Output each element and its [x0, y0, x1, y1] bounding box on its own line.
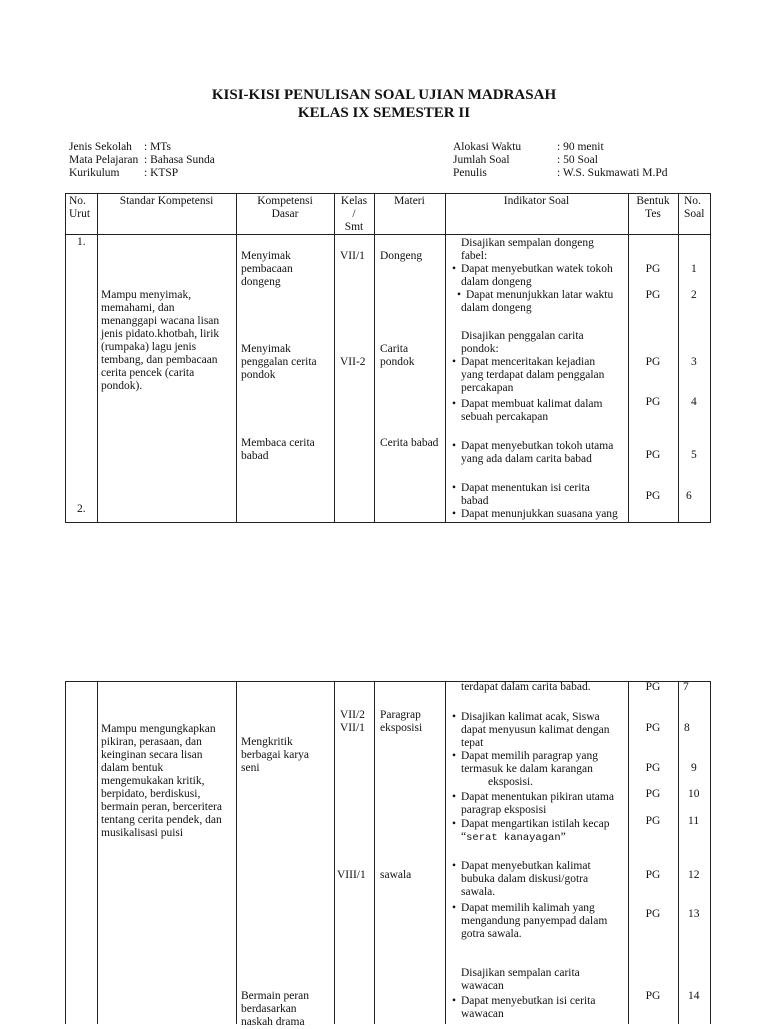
indikator-bullet: • Dapat menyebutkan kalimat	[461, 860, 591, 873]
bentuk-tes-value: PG	[645, 356, 661, 368]
info-label-jenis-sekolah: Jenis Sekolah	[69, 141, 132, 153]
indikator-intro: Disajikan sempalan dongeng	[461, 237, 594, 249]
indikator-bullet: • Dapat mengartikan istilah kecap	[461, 818, 609, 831]
table1-col-divider	[445, 193, 446, 523]
header-indikator-soal: Indikator Soal	[503, 195, 570, 207]
bentuk-tes-value: PG	[645, 815, 661, 827]
kd-line: naskah drama	[241, 1016, 305, 1028]
bentuk-tes-value: PG	[645, 722, 661, 734]
indikator-line: terdapat dalam carita babad.	[461, 681, 591, 693]
info-value-alokasi-waktu: : 90 menit	[557, 141, 604, 153]
table1-border-top	[65, 193, 711, 194]
header-materi: Materi	[394, 195, 425, 207]
indikator-bullet: • Dapat menunjukkan latar waktu	[466, 289, 613, 302]
header-kompetensi-1: Kompetensi	[257, 195, 313, 207]
no-soal-value: 13	[688, 908, 700, 920]
indikator-line: termasuk ke dalam karangan	[461, 763, 593, 775]
indikator-bullet: • Dapat menentukan isi cerita	[461, 482, 590, 495]
sk-line: musikalisasi puisi	[101, 827, 184, 839]
table2-col-divider	[710, 681, 711, 1024]
info-value-mata-pelajaran: : Bahasa Sunda	[144, 154, 215, 166]
indikator-bullet: • Dapat menunjukkan suasana yang	[461, 508, 618, 521]
indikator-line: babad	[461, 495, 489, 507]
sk-line: pikiran, perasaan, dan	[101, 736, 202, 748]
header-no-urut-2: Urut	[69, 208, 91, 220]
no-soal-value: 1	[691, 263, 697, 275]
indikator-line: bubuka dalam diskusi/gotra	[461, 873, 589, 885]
sk-line: pondok).	[101, 380, 143, 392]
bentuk-tes-value: PG	[645, 788, 661, 800]
sk-line: memahami, dan	[101, 302, 175, 314]
sk-line: menanggapi wacana lisan	[101, 315, 220, 327]
info-label-jumlah-soal: Jumlah Soal	[453, 154, 510, 166]
table1-col-divider	[236, 193, 237, 523]
indikator-line: dalam dongeng	[461, 302, 532, 314]
kelas-value: VII-2	[340, 356, 366, 368]
indikator-line: yang ada dalam carita babad	[461, 453, 592, 465]
bentuk-tes-value: PG	[645, 263, 661, 275]
table2-col-divider	[97, 681, 98, 1024]
table2-border-top	[65, 681, 711, 682]
no-soal-value: 5	[691, 449, 697, 461]
kd-line: dongeng	[241, 276, 281, 288]
header-kelas-3: Smt	[344, 221, 364, 233]
kd-line: Menyimak	[241, 250, 291, 262]
no-soal-value: 11	[688, 815, 700, 827]
info-label-alokasi-waktu: Alokasi Waktu	[453, 141, 522, 153]
indikator-intro: pondok:	[461, 343, 499, 355]
kd-line: berbagai karya	[241, 749, 310, 761]
document-subtitle: KELAS IX SEMESTER II	[297, 105, 471, 121]
sk-line: (rumpaka) lagu jenis	[101, 341, 197, 353]
header-no-urut-1: No.	[69, 195, 86, 207]
indikator-bullet: • Dapat menyebutkan isi cerita	[461, 995, 595, 1008]
kd-line: Mengkritik	[241, 736, 293, 748]
no-soal-value: 7	[683, 681, 689, 693]
info-value-jenis-sekolah: : MTs	[144, 141, 171, 153]
sk-line: tembang, dan pembacaan	[101, 354, 218, 366]
table1-col-divider	[65, 193, 66, 523]
indikator-intro: Disajikan penggalan carita	[461, 330, 584, 342]
table1-border-bottom	[65, 522, 711, 523]
sk-line: bermain peran, berceritera	[101, 801, 222, 813]
kd-line: Menyimak	[241, 343, 291, 355]
table1-col-divider	[678, 193, 679, 523]
no-soal-value: 2	[691, 289, 697, 301]
header-bentuk-2: Tes	[645, 208, 661, 220]
indikator-bullet: • Dapat menceritakan kejadian	[461, 356, 595, 369]
no-soal-value: 9	[691, 762, 697, 774]
header-no-soal-1: No.	[684, 195, 701, 207]
kd-line: Bermain peran	[241, 990, 310, 1002]
sk-line: mengemukakan kritik,	[101, 775, 205, 787]
info-label-mata-pelajaran: Mata Pelajaran	[69, 154, 139, 166]
bentuk-tes-value: PG	[645, 762, 661, 774]
indikator-line: gotra sawala.	[461, 928, 522, 940]
indikator-intro: fabel:	[461, 250, 488, 262]
table2-col-divider	[374, 681, 375, 1024]
header-standar-kompetensi: Standar Kompetensi	[119, 195, 214, 207]
sk-line: Mampu mengungkapkan	[101, 723, 216, 735]
bentuk-tes-value: PG	[645, 990, 661, 1002]
quote-open: “	[461, 831, 467, 843]
kd-line: pembacaan	[241, 263, 293, 275]
indikator-line: paragrap eksposisi	[461, 804, 547, 816]
indikator-bullet: • Dapat menentukan pikiran utama	[461, 791, 614, 804]
no-soal-value: 12	[688, 869, 700, 881]
table2-col-divider	[334, 681, 335, 1024]
document-title: KISI-KISI PENULISAN SOAL UJIAN MADRASAH	[211, 87, 557, 103]
table2-col-divider	[236, 681, 237, 1024]
kelas-value: VII/1	[340, 250, 365, 262]
bentuk-tes-value: PG	[645, 396, 661, 408]
indikator-line: percakapan	[461, 382, 514, 394]
indikator-line	[461, 831, 566, 845]
no-soal-value: 6	[686, 490, 692, 502]
indikator-bullet: • Dapat menyebutkan watek tokoh	[461, 263, 613, 276]
indikator-line: eksposisi.	[488, 776, 534, 788]
sk-line: jenis pidato.khotbah, lirik	[101, 328, 220, 340]
indikator-intro: Disajikan sempalan carita	[461, 967, 580, 979]
materi-value: eksposisi	[380, 722, 423, 734]
kd-line: babad	[241, 450, 269, 462]
kelas-value: VII/2	[340, 709, 365, 721]
no-soal-value: 3	[691, 356, 697, 368]
indikator-bullet: • Disajikan kalimat acak, Siswa	[461, 711, 600, 724]
materi-value: sawala	[380, 869, 412, 881]
info-value-jumlah-soal: : 50 Soal	[557, 154, 598, 166]
sk-line: berpidato, berdiskusi,	[101, 788, 201, 800]
header-kelas-1: Kelas	[340, 195, 368, 207]
bentuk-tes-value: PG	[645, 289, 661, 301]
bentuk-tes-value: PG	[645, 449, 661, 461]
row-number: 2.	[77, 503, 86, 515]
indikator-line: dalam dongeng	[461, 276, 532, 288]
bentuk-tes-value: PG	[645, 908, 661, 920]
bentuk-tes-value: PG	[645, 681, 661, 693]
table2-col-divider	[678, 681, 679, 1024]
sk-line: dalam bentuk	[101, 762, 164, 774]
info-value-kurikulum: : KTSP	[144, 167, 179, 179]
bentuk-tes-value: PG	[645, 869, 661, 881]
sk-line: Mampu menyimak,	[101, 289, 192, 301]
indikator-line: tepat	[461, 737, 484, 749]
table1-col-divider	[710, 193, 711, 523]
header-bentuk-1: Bentuk	[636, 195, 670, 207]
info-value-penulis: : W.S. Sukmawati M.Pd	[557, 167, 668, 179]
header-kompetensi-2: Dasar	[271, 208, 299, 220]
indikator-line: dapat menyusun kalimat dengan	[461, 724, 610, 736]
table1-col-divider	[97, 193, 98, 523]
no-soal-value: 10	[688, 788, 700, 800]
table1-col-divider	[374, 193, 375, 523]
indikator-bullet: • Dapat memilih paragrap yang	[461, 750, 598, 763]
table2-col-divider	[65, 681, 66, 1024]
indikator-line: yang terdapat dalam penggalan	[461, 369, 605, 381]
kelas-value: VIII/1	[337, 869, 366, 881]
kelas-value: VII/1	[340, 722, 365, 734]
table1-header-divider	[65, 234, 711, 235]
indikator-line: sebuah percakapan	[461, 411, 549, 423]
sk-line: cerita pencek (carita	[101, 367, 195, 379]
indikator-line: sawala.	[461, 886, 496, 898]
indikator-bullet: • Dapat menyebutkan tokoh utama	[461, 440, 613, 453]
sk-line: tentang cerita pendek, dan	[101, 814, 222, 826]
indikator-intro: wawacan	[461, 980, 504, 992]
table1-col-divider	[334, 193, 335, 523]
indikator-bullet: • Dapat memilih kalimah yang	[461, 902, 595, 915]
kd-line: Membaca cerita	[241, 437, 315, 449]
quote-close: ”	[560, 831, 566, 843]
no-soal-value: 8	[684, 722, 690, 734]
header-kelas-2: /	[352, 208, 356, 220]
materi-value: Paragrap	[380, 709, 421, 721]
indikator-bullet: • Dapat membuat kalimat dalam	[461, 398, 602, 411]
no-soal-value: 4	[691, 396, 697, 408]
materi-value: Cerita babad	[380, 437, 439, 449]
sk-line: keinginan secara lisan	[101, 749, 203, 761]
info-label-kurikulum: Kurikulum	[69, 167, 120, 179]
indikator-line: wawacan	[461, 1008, 504, 1020]
materi-value: Carita	[380, 343, 409, 355]
table2-col-divider	[445, 681, 446, 1024]
kd-line: pondok	[241, 369, 276, 381]
no-soal-value: 14	[688, 990, 700, 1002]
kd-line: penggalan cerita	[241, 356, 317, 368]
kd-line: seni	[241, 762, 260, 774]
bentuk-tes-value: PG	[645, 490, 661, 502]
row-number: 1.	[77, 236, 86, 248]
materi-value: Dongeng	[380, 250, 423, 262]
materi-value: pondok	[380, 356, 415, 368]
info-label-penulis: Penulis	[453, 167, 487, 179]
indikator-line: mengandung panyempad dalam	[461, 915, 608, 927]
kd-line: berdasarkan	[241, 1003, 297, 1015]
header-no-soal-2: Soal	[684, 208, 705, 220]
term-serat-kanayagan: serat kanayagan	[466, 832, 561, 844]
